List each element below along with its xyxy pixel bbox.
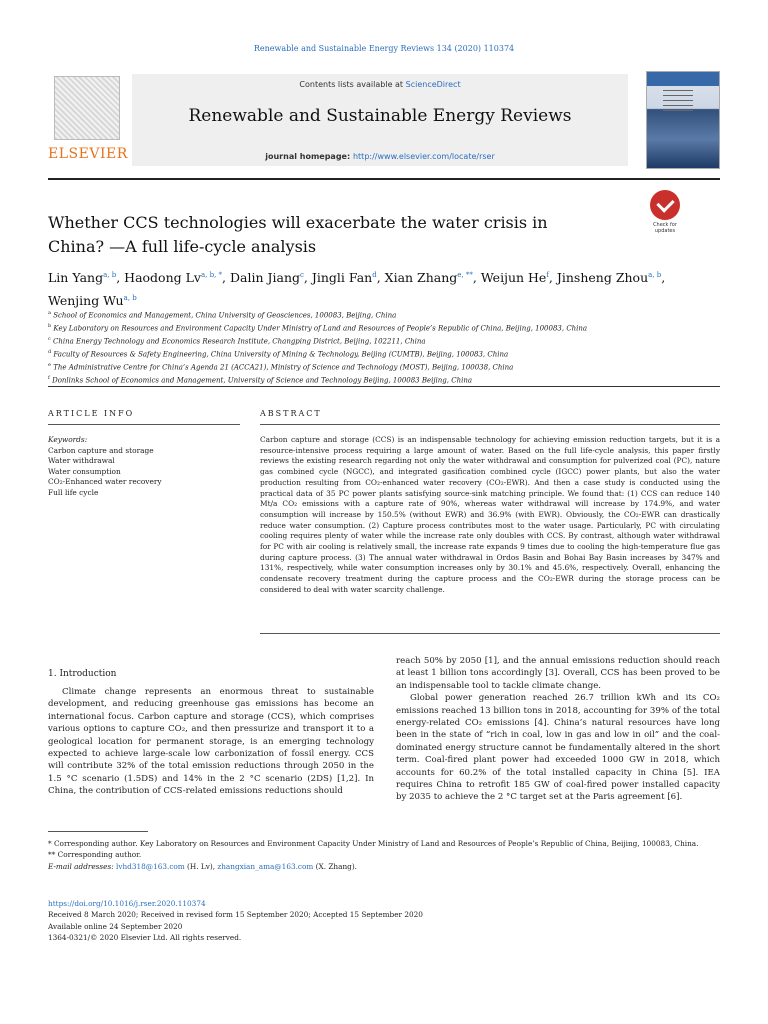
homepage-label: journal homepage: xyxy=(265,152,353,161)
affiliation-item: $^b$ Key Laboratory on Resources and Environment Capacity Under Ministry of Land and Resources of People’s Republic of China, Beijing, 100083, China xyxy=(48,323,588,333)
cover-banner xyxy=(647,72,719,86)
body-paragraph: reach 50% by 2050 [1], and the annual emissions reduction should reach at least 1 billion tons accordingly [3]. Overall, CCS has been proved to be an indispensable tool to tackle climate change. xyxy=(396,656,720,691)
doi-link[interactable]: https://doi.org/10.1016/j.rser.2020.110374 xyxy=(48,899,206,908)
email-owner: (X. Zhang). xyxy=(313,861,357,871)
author-affiliation-marker: a, b xyxy=(103,271,117,279)
sciencedirect-link[interactable]: ScienceDirect xyxy=(405,80,461,89)
body-column-right xyxy=(396,655,720,804)
author-affiliation-marker: e, ** xyxy=(457,271,473,279)
keywords-label: Keywords: xyxy=(48,435,88,444)
abstract-end-rule xyxy=(260,633,720,634)
author-list: Lin Yang$^{a, b}$, Haodong $Lv^{a, b, *}$, Dalin Jiang$^c$, Jingli Fan$^d$, Xian Zhang$^{e, **}$, Weijun He$^f$, Jinsheng Zhou$^{a, b}$, Wenjing Wu$^{a, b}$ xyxy=(48,270,666,309)
article-info-rule xyxy=(48,424,240,425)
check-for-updates-button[interactable] xyxy=(648,190,682,238)
cover-text-lines xyxy=(663,90,693,114)
body-paragraph: Global power generation reached 26.7 trillion kWh and its CO₂ emissions reached 13 billion tons in 2018, accounting for 39% of the total energy-related CO₂ emissions [4]. China’s natural resources have long been in the state of “rich in coal, low in gas and low in oil” and the coal-dominated energy structure cannot be fundamentally altered in the short term. Coal-fired plant power had exceeded 1000 GW in 2018, which accounts for 60.2% of the total installed capacity in China [5]. IEA requires China to retrofit 185 GW of coal-fired power installed capacity by 2035 to achieve the 2 °C target set at the Paris agreement [6]. xyxy=(396,693,720,803)
abstract-text: Carbon capture and storage (CCS) is an indispensable technology for achieving emission reduction targets, but it is a resource-intensive process requiring a large amount of water. Based on the full life-cycle analysis, this paper firstly reviews the existing research regarding not only the water withdrawal and consumption for pulverized coal (PC), nature gas combined cycle (NGCC), and integrated gasification combined cycle (IGCC) power plants, but also the water production resulting from CO₂-enhanced water recovery (CO₂-EWR). And then a case study is conducted using the practical data of 35 PC power plants satisfying source-sink matching principle. We found that: (1) CCS can reduce 140 Mt/a CO₂ emissions with a capture rate of 90%, whereas water withdrawal will increase by 174.9%, and water consumption will increase by 150.5% (without EWR) and 36.9% (with EWR). Obviously, the CO₂-EWR can drastically reduce water consumption. (2) Capture process contributes most to the water usage. Particularly, PC with circulating cooling requires plenty of water while the increase rate only doubles with CCS. By contrast, although water withdrawal for PC with air cooling is relatively small, the increase rate expands 9 times due to cooling the high-temperature flue gas during capture process. (3) The annual water withdrawal in Ordos Basin and Bohai Bay Basin increases by 347% and 131%, respectively, while water consumption increases only by 30.1% and 45.6%, respectively. Overall, enhancing the condensate recovery treatment during the capture process and the CO₂-EWR during the storage process can be considered to deal with water scarcity challenge. xyxy=(260,435,720,594)
affiliation-item: $^e$ The Administrative Centre for China’s Agenda 21 (ACCA21), Ministry of Science and Technology (MOST), Beijing, 100038, China xyxy=(48,362,514,372)
author-affiliation-marker: d xyxy=(372,271,377,279)
keyword-item: Carbon capture and storage xyxy=(48,445,154,455)
author-affiliation-marker: a, b xyxy=(123,294,137,303)
header-divider xyxy=(48,178,720,180)
keywords-block xyxy=(48,435,240,499)
author-name[interactable]: Weijun He xyxy=(480,270,547,286)
check-icon xyxy=(650,190,680,220)
copyright: 1364-0321/© 2020 Elsevier Ltd. All rights reserved. xyxy=(48,932,242,942)
email-link-lv[interactable]: lvhd318@163.com xyxy=(116,861,185,871)
article-info-heading: ARTICLE INFO xyxy=(48,409,135,418)
footnote-rule xyxy=(48,831,148,832)
keyword-item: Full life cycle xyxy=(48,487,99,497)
email-line xyxy=(48,861,720,872)
journal-title: Renewable and Sustainable Energy Reviews xyxy=(188,106,572,126)
available-online: Available online 24 September 2020 xyxy=(48,921,183,931)
author-name[interactable]: Lin Yang xyxy=(48,270,104,286)
article-title: Whether CCS technologies will exacerbate the water crisis in China? —A full life-cycle analysis xyxy=(48,213,548,256)
author-name[interactable]: Wenjing Wu xyxy=(48,293,124,309)
affiliation-item: $^f$ Donlinks School of Economics and Management, University of Science and Technology Beijing, 100083 Beijing, China xyxy=(48,375,473,385)
abstract-rule xyxy=(260,424,720,425)
email-link-zhang[interactable]: zhangxian_ama@163.com xyxy=(217,861,314,871)
corresponding-author-note-2: ** Corresponding author. xyxy=(48,850,142,860)
journal-cover-thumbnail[interactable] xyxy=(646,71,720,169)
affiliation-item: $^c$ China Energy Technology and Economics Research Institute, Changping District, Beijing, 102211, China xyxy=(48,336,426,346)
elsevier-logo xyxy=(48,74,126,166)
elsevier-tree-icon xyxy=(54,76,120,140)
email-owner: (H. Lv), xyxy=(184,861,218,871)
check-updates-label: Check for updates xyxy=(653,222,677,234)
author-affiliation-marker: f xyxy=(546,271,549,279)
affiliation-item: $^a$ School of Economics and Management, China University of Geosciences, 100083, Beijing, China xyxy=(48,310,397,320)
body-column-left xyxy=(48,686,374,798)
affiliation-marker: a xyxy=(48,310,51,316)
footnotes xyxy=(48,838,720,872)
affiliation-marker: c xyxy=(48,336,51,343)
affiliation-marker: d xyxy=(48,349,52,356)
received-dates: Received 8 March 2020; Received in revised form 15 September 2020; Accepted 15 September 2020 xyxy=(48,910,423,920)
keyword-item: Water withdrawal xyxy=(48,456,115,466)
contents-prefix: Contents lists available at xyxy=(299,80,406,89)
affiliation-marker: b xyxy=(48,323,52,330)
corresponding-author-note: * Corresponding author. Key Laboratory on Resources and Environment Capacity Under Ministry of Land and Resources of People’s Republic of China, Beijing, 100083, China. xyxy=(48,839,699,848)
affiliation-marker: e xyxy=(48,362,51,369)
article-footer xyxy=(48,898,720,943)
author-name[interactable]: Jinsheng Zhou xyxy=(556,270,649,286)
journal-masthead xyxy=(132,74,628,166)
author-name[interactable]: Jingli Fan xyxy=(311,270,373,286)
affiliations xyxy=(48,308,708,386)
contents-line xyxy=(132,80,628,89)
journal-homepage xyxy=(132,152,628,161)
keyword-item: CO₂-Enhanced water recovery xyxy=(48,477,162,487)
affiliation-item: $^d$ Faculty of Resources & Safety Engineering, China University of Mining & Technology, Beijing (CUMTB), Beijing, 100083, China xyxy=(48,349,509,359)
author-name[interactable]: Xian Zhang xyxy=(384,270,458,286)
affiliation-marker: f xyxy=(48,375,50,382)
abstract-heading: ABSTRACT xyxy=(260,409,322,418)
elsevier-wordmark: ELSEVIER xyxy=(48,146,128,162)
section-heading-introduction: 1. Introduction xyxy=(48,669,117,679)
journal-reference-link[interactable]: Renewable and Sustainable Energy Reviews 134 (2020) 110374 xyxy=(253,44,515,53)
author-affiliation-marker: a, b xyxy=(648,271,662,279)
author-affiliation-marker: a, b, * xyxy=(200,271,223,279)
keyword-item: Water consumption xyxy=(48,466,121,476)
homepage-link[interactable]: http://www.elsevier.com/locate/rser xyxy=(352,152,495,161)
body-paragraph: Climate change represents an enormous threat to sustainable development, and reducing greenhouse gas emissions has become an international focus. Carbon capture and storage (CCS), which comprises various options to capture CO₂, and then pressurize and transport it to a geological location for permanent storage, is an emerging technology expected to achieve large-scale low carbonization of fossil energy. CCS will contribute 32% of the total emission reductions through 2050 in the 1.5 °C scenario (1.5DS) and 14% in the 2 °C scenario (2DS) [1,2]. In China, the contribution of CCS-related emissions reductions should xyxy=(48,687,374,797)
affiliation-divider xyxy=(48,386,720,387)
email-label: E-mail addresses: xyxy=(48,861,117,871)
author-name[interactable]: Dalin Jiang xyxy=(229,270,300,286)
author-affiliation-marker: c xyxy=(300,271,304,279)
author-name[interactable]: Haodong Lv xyxy=(124,270,201,286)
